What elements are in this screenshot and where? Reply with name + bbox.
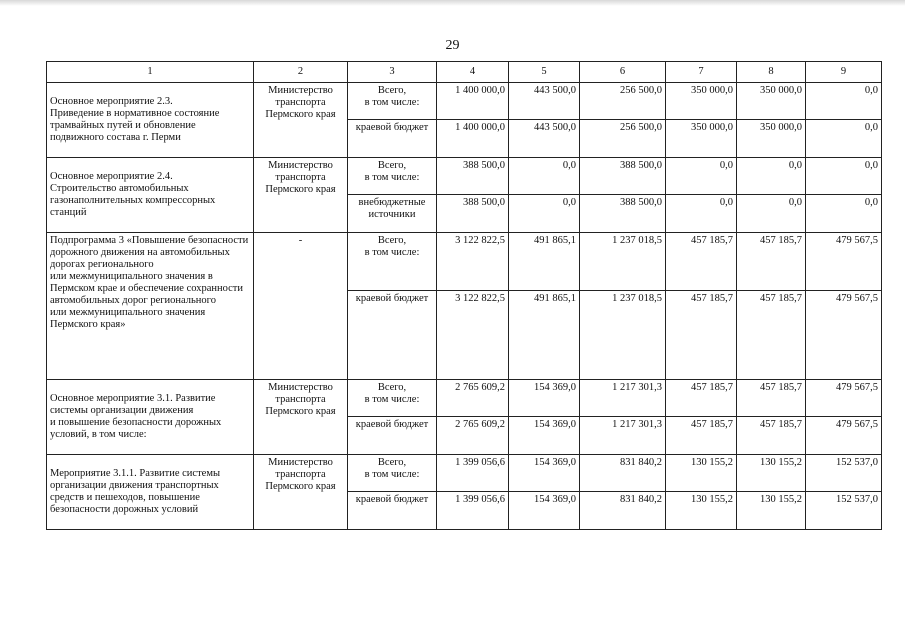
value-cell: 479 567,5 <box>806 417 882 455</box>
source-cell: краевой бюджет <box>348 120 437 158</box>
value-cell: 0,0 <box>509 195 580 233</box>
value-cell: 256 500,0 <box>580 83 666 120</box>
value-cell: 457 185,7 <box>737 380 806 417</box>
value-cell: 457 185,7 <box>666 233 737 291</box>
column-header: 4 <box>437 62 509 83</box>
value-cell: 457 185,7 <box>737 417 806 455</box>
value-cell: 1 399 056,6 <box>437 492 509 530</box>
responsible-cell: - <box>254 233 348 380</box>
value-cell: 1 217 301,3 <box>580 380 666 417</box>
value-cell: 0,0 <box>509 158 580 195</box>
value-cell: 154 369,0 <box>509 417 580 455</box>
value-cell: 443 500,0 <box>509 120 580 158</box>
value-cell: 479 567,5 <box>806 233 882 291</box>
activity-name-cell: Мероприятие 3.1.1. Развитие системы организации движения транспортных средств и пешеходов, повышение безопасности дорожных условий <box>47 455 254 530</box>
value-cell: 130 155,2 <box>737 455 806 492</box>
value-cell: 1 400 000,0 <box>437 120 509 158</box>
value-cell: 350 000,0 <box>737 120 806 158</box>
column-header: 3 <box>348 62 437 83</box>
value-cell: 3 122 822,5 <box>437 291 509 380</box>
value-cell: 443 500,0 <box>509 83 580 120</box>
responsible-cell: Министерство транспорта Пермского края <box>254 158 348 233</box>
activity-name-cell: Подпрограмма 3 «Повышение безопасности дорожного движения на автомобильных дорогах регионального или межмуниципального значения в Пермском крае и обеспечение сохранности автомобильных дорог регионального или межмуниципального значения Пермского края» <box>47 233 254 380</box>
value-cell: 152 537,0 <box>806 455 882 492</box>
value-cell: 457 185,7 <box>666 380 737 417</box>
value-cell: 457 185,7 <box>737 233 806 291</box>
table-row <box>47 83 882 120</box>
budget-table <box>46 61 882 530</box>
value-cell: 256 500,0 <box>580 120 666 158</box>
value-cell: 154 369,0 <box>509 492 580 530</box>
source-cell: внебюджетные источники <box>348 195 437 233</box>
column-header: 8 <box>737 62 806 83</box>
value-cell: 3 122 822,5 <box>437 233 509 291</box>
value-cell: 1 399 056,6 <box>437 455 509 492</box>
column-header: 5 <box>509 62 580 83</box>
column-header-row <box>47 62 882 83</box>
value-cell: 1 237 018,5 <box>580 291 666 380</box>
value-cell: 154 369,0 <box>509 380 580 417</box>
column-header: 9 <box>806 62 882 83</box>
responsible-cell: Министерство транспорта Пермского края <box>254 380 348 455</box>
value-cell: 154 369,0 <box>509 455 580 492</box>
value-cell: 388 500,0 <box>437 195 509 233</box>
value-cell: 350 000,0 <box>666 120 737 158</box>
source-cell: краевой бюджет <box>348 417 437 455</box>
value-cell: 2 765 609,2 <box>437 380 509 417</box>
source-cell: краевой бюджет <box>348 492 437 530</box>
value-cell: 388 500,0 <box>580 195 666 233</box>
value-cell: 0,0 <box>666 195 737 233</box>
activity-name-cell: Основное мероприятие 3.1. Развитие системы организации движения и повышение безопасности дорожных условий, в том числе: <box>47 380 254 455</box>
source-cell: Всего, в том числе: <box>348 233 437 291</box>
responsible-cell: Министерство транспорта Пермского края <box>254 83 348 158</box>
page-number: 29 <box>445 38 460 53</box>
column-header: 1 <box>47 62 254 83</box>
value-cell: 457 185,7 <box>666 291 737 380</box>
value-cell: 130 155,2 <box>666 455 737 492</box>
value-cell: 0,0 <box>666 158 737 195</box>
value-cell: 0,0 <box>737 158 806 195</box>
value-cell: 388 500,0 <box>580 158 666 195</box>
value-cell: 0,0 <box>806 158 882 195</box>
source-cell: Всего, в том числе: <box>348 158 437 195</box>
value-cell: 2 765 609,2 <box>437 417 509 455</box>
table-row <box>47 380 882 417</box>
source-cell: Всего, в том числе: <box>348 380 437 417</box>
value-cell: 0,0 <box>806 195 882 233</box>
source-cell: краевой бюджет <box>348 291 437 380</box>
value-cell: 831 840,2 <box>580 455 666 492</box>
value-cell: 1 400 000,0 <box>437 83 509 120</box>
value-cell: 0,0 <box>737 195 806 233</box>
value-cell: 0,0 <box>806 83 882 120</box>
value-cell: 388 500,0 <box>437 158 509 195</box>
activity-name-cell: Основное мероприятие 2.4. Строительство автомобильных газонаполнительных компрессорных станций <box>47 158 254 233</box>
value-cell: 457 185,7 <box>666 417 737 455</box>
value-cell: 130 155,2 <box>666 492 737 530</box>
scan-edge <box>0 0 905 6</box>
table-row <box>47 455 882 492</box>
column-header: 7 <box>666 62 737 83</box>
source-cell: Всего, в том числе: <box>348 455 437 492</box>
activity-name-cell: Основное мероприятие 2.3. Приведение в нормативное состояние трамвайных путей и обновление подвижного состава г. Перми <box>47 83 254 158</box>
value-cell: 831 840,2 <box>580 492 666 530</box>
value-cell: 350 000,0 <box>737 83 806 120</box>
value-cell: 479 567,5 <box>806 291 882 380</box>
value-cell: 491 865,1 <box>509 291 580 380</box>
value-cell: 457 185,7 <box>737 291 806 380</box>
column-header: 2 <box>254 62 348 83</box>
responsible-cell: Министерство транспорта Пермского края <box>254 455 348 530</box>
value-cell: 152 537,0 <box>806 492 882 530</box>
column-header: 6 <box>580 62 666 83</box>
value-cell: 350 000,0 <box>666 83 737 120</box>
source-cell: Всего, в том числе: <box>348 83 437 120</box>
table-row <box>47 233 882 291</box>
value-cell: 491 865,1 <box>509 233 580 291</box>
table-row <box>47 158 882 195</box>
value-cell: 1 217 301,3 <box>580 417 666 455</box>
value-cell: 479 567,5 <box>806 380 882 417</box>
value-cell: 1 237 018,5 <box>580 233 666 291</box>
value-cell: 130 155,2 <box>737 492 806 530</box>
value-cell: 0,0 <box>806 120 882 158</box>
